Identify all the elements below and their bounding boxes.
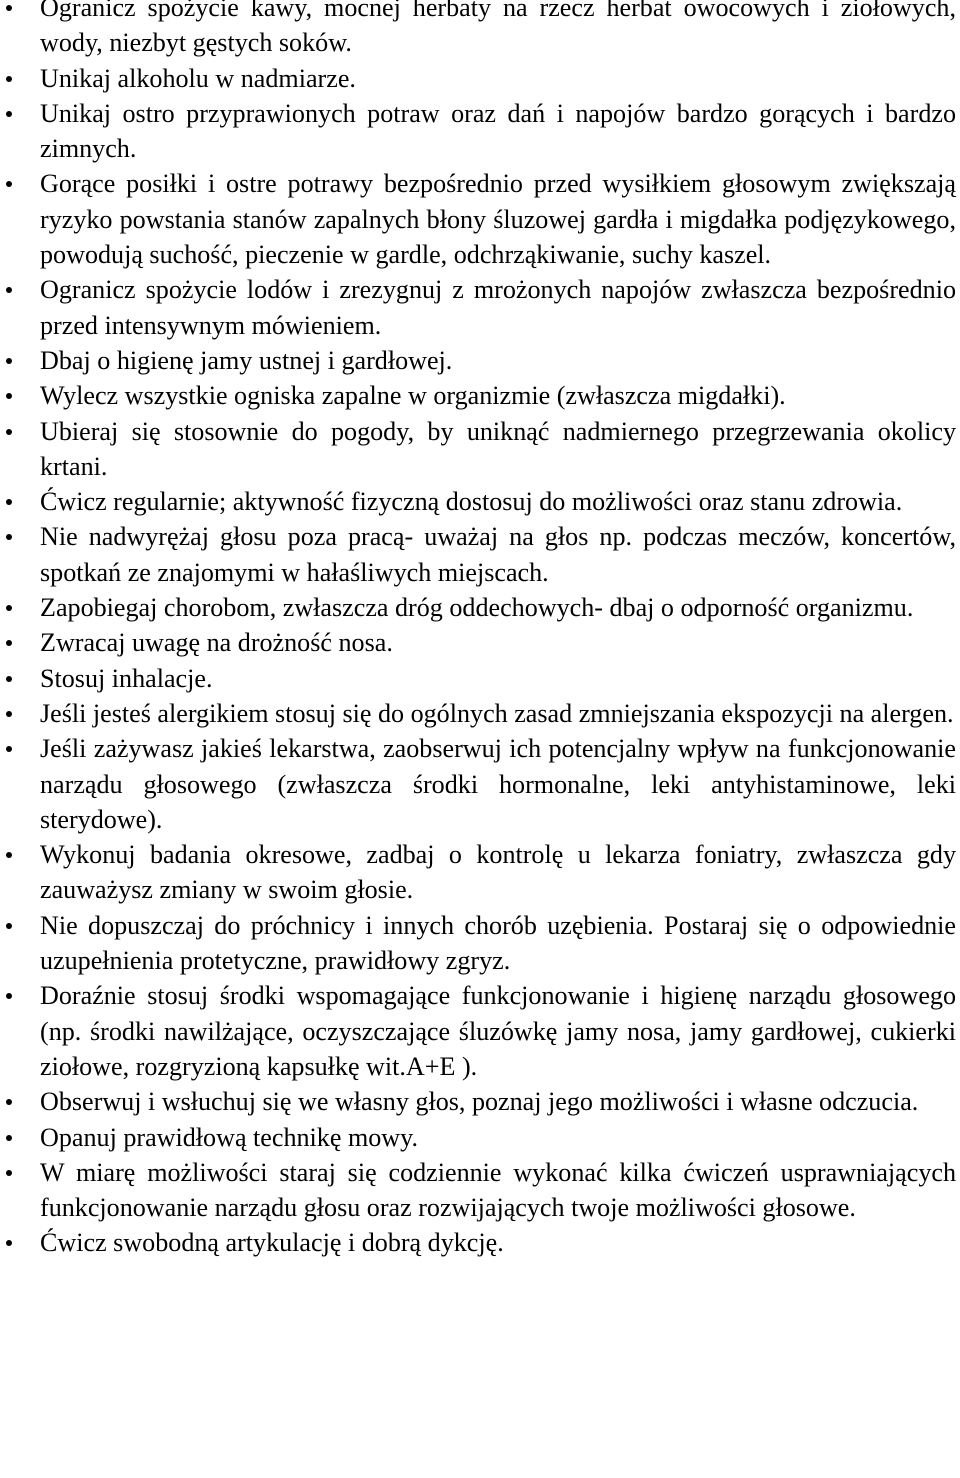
bullet-icon <box>6 534 12 540</box>
list-item-text: Nie nadwyrężaj głosu poza pracą- uważaj na głos np. podczas meczów, koncertów, spotkań ze znajomymi w hałaśliwych miejscach. <box>40 522 956 587</box>
list-item <box>0 978 960 1084</box>
list-item-text: Ogranicz spożycie kawy, mocnej herbaty na rzecz herbat owocowych i ziołowych, wody, niezbyt gęstych soków. <box>40 0 956 58</box>
bullet-icon <box>6 1135 12 1141</box>
list-item-text: Wylecz wszystkie ogniska zapalne w organizmie (zwłaszcza migdałki). <box>40 381 786 411</box>
list-item-text: Ćwicz swobodną artykulację i dobrą dykcję. <box>40 1228 504 1258</box>
list-item-text: Stosuj inhalacje. <box>40 663 213 693</box>
bullet-icon <box>6 923 12 929</box>
list-item <box>0 625 960 660</box>
list-item <box>0 519 960 590</box>
list-item <box>0 731 960 837</box>
bullet-icon <box>6 605 12 611</box>
bullet-icon <box>6 5 12 11</box>
bullet-icon <box>6 111 12 117</box>
list-item-text: Ogranicz spożycie lodów i zrezygnuj z mrożonych napojów zwłaszcza bezpośrednio przed intensywnym mówieniem. <box>40 275 956 340</box>
bullet-icon <box>6 76 12 82</box>
bullet-icon <box>6 393 12 399</box>
list-item-text: Unikaj alkoholu w nadmiarze. <box>40 63 356 93</box>
bullet-icon <box>6 711 12 717</box>
list-item <box>0 1120 960 1155</box>
bullet-icon <box>6 993 12 999</box>
list-item-text: Jeśli jesteś alergikiem stosuj się do ogólnych zasad zmniejszania ekspozycji na alergen. <box>40 698 954 728</box>
list-item <box>0 484 960 519</box>
list-item <box>0 166 960 272</box>
bullet-icon <box>6 181 12 187</box>
list-item-text: Unikaj ostro przyprawionych potraw oraz dań i napojów bardzo gorących i bardzo zimnych. <box>40 98 956 164</box>
bullet-icon <box>6 676 12 682</box>
list-item-text: Ubieraj się stosownie do pogody, by uniknąć nadmiernego przegrzewania okolicy krtani. <box>40 416 956 481</box>
bullet-icon <box>6 746 12 752</box>
list-item <box>0 1084 960 1119</box>
list-item <box>0 96 960 167</box>
list-item <box>0 1155 960 1226</box>
list-item <box>0 272 960 343</box>
bullet-icon <box>6 640 12 646</box>
bullet-icon <box>6 499 12 505</box>
list-item <box>0 414 960 485</box>
bullet-icon <box>6 1170 12 1176</box>
bullet-icon <box>6 287 12 293</box>
list-item <box>0 661 960 696</box>
list-item <box>0 1225 960 1260</box>
list-item <box>0 378 960 413</box>
list-item <box>0 837 960 908</box>
list-item-text: Zwracaj uwagę na drożność nosa. <box>40 628 393 658</box>
list-item-text: Wykonuj badania okresowe, zadbaj o kontrolę u lekarza foniatry, zwłaszcza gdy zauważysz zmiany w swoim głosie. <box>40 840 956 905</box>
list-item-text: Opanuj prawidłową technikę mowy. <box>40 1122 419 1152</box>
list-item-text: Nie dopuszczaj do próchnicy i innych chorób uzębienia. Postaraj się o odpowiednie uzupełnienia protetyczne, prawidłowy zgryz. <box>40 910 956 976</box>
list-item <box>0 0 960 61</box>
bullet-icon <box>6 852 12 858</box>
bullet-icon <box>6 1099 12 1105</box>
list-item <box>0 343 960 378</box>
list-item <box>0 590 960 625</box>
list-item-text: Jeśli zażywasz jakieś lekarstwa, zaobserwuj ich potencjalny wpływ na funkcjonowanie narządu głosowego (zwłaszcza środki hormonalne, leki antyhistaminowe, leki sterydowe). <box>40 734 956 834</box>
bullet-icon <box>6 429 12 435</box>
bullet-icon <box>6 1240 12 1246</box>
list-item-text: W miarę możliwości staraj się codziennie wykonać kilka ćwiczeń usprawniających funkcjonowanie narządu głosu oraz rozwijających twoje możliwości głosowe. <box>40 1157 956 1223</box>
list-item <box>0 696 960 731</box>
list-item-text: Doraźnie stosuj środki wspomagające funkcjonowanie i higienę narządu głosowego (np. środki nawilżające, oczyszczające śluzówkę jamy nosa, jamy gardłowej, cukierki ziołowe, rozgryzioną kapsułkę wit.A+E ). <box>40 981 956 1081</box>
list-item-text: Ćwicz regularnie; aktywność fizyczną dostosuj do możliwości oraz stanu zdrowia. <box>40 487 903 517</box>
list-item-text: Zapobiegaj chorobom, zwłaszcza dróg oddechowych- dbaj o odporność organizmu. <box>40 593 914 623</box>
list-item-text: Obserwuj i wsłuchuj się we własny głos, poznaj jego możliwości i własne odczucia. <box>40 1087 919 1117</box>
list-item <box>0 908 960 979</box>
list-item-text: Gorące posiłki i ostre potrawy bezpośrednio przed wysiłkiem głosowym zwiększają ryzyko powstania stanów zapalnych błony śluzowej gardła i migdałka podjęzykowego, powodują suchość, pieczenie w gardle, odchrząkiwanie, suchy kaszel. <box>40 169 956 270</box>
list-item <box>0 61 960 96</box>
list-item-text: Dbaj o higienę jamy ustnej i gardłowej. <box>40 345 453 375</box>
bullet-icon <box>6 358 12 364</box>
